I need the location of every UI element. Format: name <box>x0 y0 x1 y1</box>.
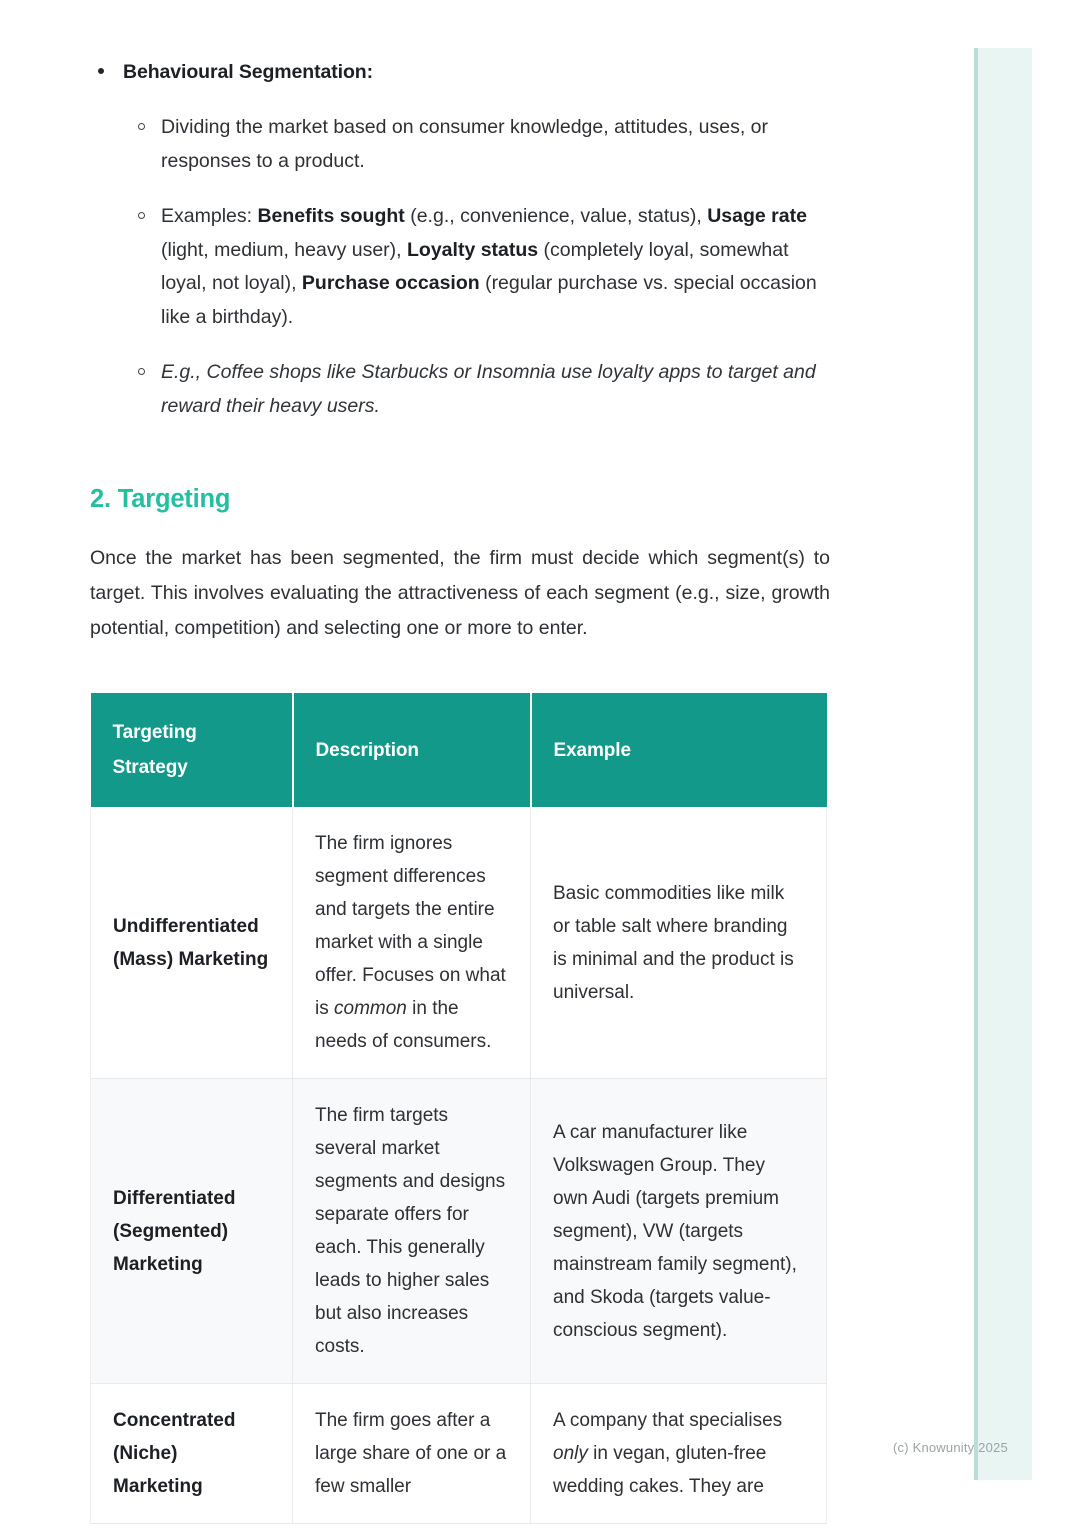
bullet-circle-icon <box>138 368 145 375</box>
bullet-item-label: E.g., Coffee shops like Starbucks or Insomnia use loyalty apps to target and reward their heavy users. <box>161 361 816 417</box>
table-header-description: Description <box>293 693 531 807</box>
targeting-intro-paragraph: Once the market has been segmented, the firm must decide which segment(s) to target. This involves evaluating the attractiveness of each segment (e.g., size, growth potential, competition) and selecting one or more to enter. <box>90 547 830 639</box>
table-cell-description: The firm ignores segment differences and targets the entire market with a single offer. Focuses on what is common in the needs of consumers. <box>293 807 531 1079</box>
page-section-heading: 2. Targeting <box>90 485 231 513</box>
bullet-heading-label: Behavioural Segmentation: <box>123 61 373 83</box>
bullet-heading-behavioural-segmentation <box>90 55 830 89</box>
table-cell-strategy: Differentiated (Segmented) Marketing <box>91 1079 293 1384</box>
table-header-row-group <box>91 693 827 807</box>
table-header-row <box>91 693 827 807</box>
table-cell-description: The firm goes after a large share of one or a few smaller <box>293 1384 531 1524</box>
behavioural-segmentation-list <box>90 55 830 89</box>
behavioural-segmentation-sublist <box>90 111 830 423</box>
bullet-item-coffee-example <box>90 356 830 423</box>
table-cell-example: A car manufacturer like Volkswagen Group. They own Audi (targets premium segment), VW (targets mainstream family segment), and Skoda (targets value-conscious segment). <box>531 1079 827 1384</box>
page-side-accent-strip <box>974 48 1032 1480</box>
bullet-item-label: Examples: Benefits sought (e.g., convenience, value, status), Usage rate (light, medium, heavy user), Loyalty status (completely loyal, somewhat loyal, not loyal), Purchase occasion (regular purchase vs. special occasion like a birthday). <box>161 205 817 328</box>
table-body <box>91 807 827 1524</box>
bullet-circle-icon <box>138 123 145 130</box>
table-header-targeting-strategy: Targeting Strategy <box>91 693 293 807</box>
table-row <box>91 807 827 1079</box>
table-cell-example: A company that specialises only in vegan, gluten-free wedding cakes. They are <box>531 1384 827 1524</box>
table-cell-strategy: Concentrated (Niche) Marketing <box>91 1384 293 1524</box>
table-header-example: Example <box>531 693 827 807</box>
page-content <box>90 0 830 1524</box>
bullet-item-definition <box>90 111 830 178</box>
table-cell-strategy: Undifferentiated (Mass) Marketing <box>91 807 293 1079</box>
table-cell-example: Basic commodities like milk or table salt where branding is minimal and the product is universal. <box>531 807 827 1079</box>
copyright-watermark: (c) Knowunity 2025 <box>893 1440 1008 1455</box>
bullet-disc-icon <box>98 68 104 74</box>
bullet-circle-icon <box>138 212 145 219</box>
bullet-item-label: Dividing the market based on consumer knowledge, attitudes, uses, or responses to a product. <box>161 116 768 172</box>
table-cell-description: The firm targets several market segments and designs separate offers for each. This generally leads to higher sales but also increases costs. <box>293 1079 531 1384</box>
bullet-item-examples <box>90 200 830 334</box>
targeting-strategies-table <box>90 693 827 1524</box>
table-row <box>91 1079 827 1384</box>
table-row <box>91 1384 827 1524</box>
